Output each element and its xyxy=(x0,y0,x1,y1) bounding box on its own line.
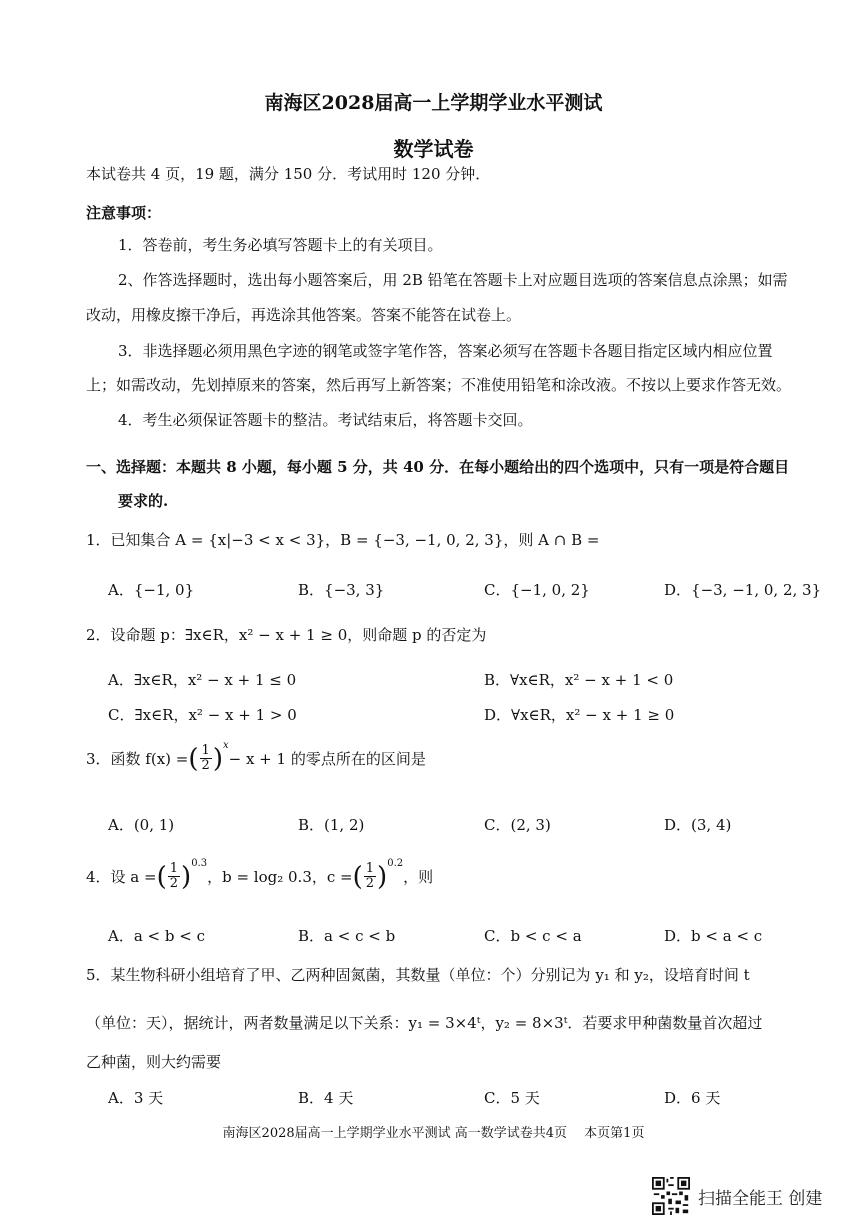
question-1-option-d: D．{−3, −1, 0, 2, 3} xyxy=(664,581,822,599)
fraction-one-half-a xyxy=(168,862,180,891)
paren-left: ( xyxy=(156,861,167,892)
notice-item-3-line-1: 3．非选择题必须用黑色字迹的钢笔或签字笔作答，答案必须写在答题卡各题目指定区域内相应位置 xyxy=(118,342,773,360)
exam-subtitle: 数学试卷 xyxy=(393,137,474,161)
question-5-line-1: 5．某生物科研小组培育了甲、乙两种固氮菌，其数量（单位：个）分别记为 y₁ 和 y₂，设培育时间 t xyxy=(86,966,750,984)
fraction-one-half xyxy=(200,744,212,773)
question-4-option-a: A．a < b < c xyxy=(108,927,205,945)
exam-title: 南海区2028届高一上学期学业水平测试 xyxy=(264,92,603,114)
fraction-one-half-c xyxy=(364,862,376,891)
question-5-option-b: B．4 天 xyxy=(298,1089,354,1107)
exponent-x: x xyxy=(222,739,229,751)
notice-item-2-line-1: 2、作答选择题时，选出每小题答案后，用 2B 铅笔在答题卡上对应题目选项的答案信息点涂黑；如需 xyxy=(118,271,788,289)
exponent-c: 0.2 xyxy=(387,857,404,869)
question-3-option-c: C．(2, 3) xyxy=(484,816,551,834)
question-4-option-d: D．b < a < c xyxy=(664,927,763,945)
question-3-option-b: B．(1, 2) xyxy=(298,816,365,834)
exponent-a: 0.3 xyxy=(191,857,208,869)
question-4-option-b: B．a < c < b xyxy=(298,927,396,945)
question-2-option-a: A．∃x∈R，x² − x + 1 ≤ 0 xyxy=(108,671,297,689)
question-1-option-b: B．{−3, 3} xyxy=(298,581,385,599)
question-2-option-d: D．∀x∈R，x² − x + 1 ≥ 0 xyxy=(484,706,675,724)
question-2-option-c: C．∃x∈R，x² − x + 1 > 0 xyxy=(108,706,297,724)
fraction-denominator: 2 xyxy=(365,876,375,891)
fraction-denominator: 2 xyxy=(201,758,210,773)
fraction-numerator: 1 xyxy=(169,861,179,876)
paren-right: ) xyxy=(377,861,388,892)
exam-info: 本试卷共 4 页，19 题，满分 150 分．考试用时 120 分钟． xyxy=(86,165,491,183)
question-5-line-2: （单位：天），据统计，两者数量满足以下关系：y₁ = 3×4ᵗ，y₂ = 8×3ᵗ．若要求甲种菌数量首次超过 xyxy=(86,1014,763,1032)
question-3-option-d: D．(3, 4) xyxy=(664,816,732,834)
notice-item-2-line-2: 改动，用橡皮擦干净后，再选涂其他答案。答案不能答在试卷上。 xyxy=(86,306,522,324)
section-heading-line-2: 要求的. xyxy=(118,492,169,510)
fraction-numerator: 1 xyxy=(201,743,210,758)
question-4-post: ，则 xyxy=(403,867,434,886)
qr-code-icon xyxy=(652,1177,690,1215)
question-4-stem xyxy=(86,857,434,892)
notice-item-3-line-2: 上；如需改动，先划掉原来的答案，然后再写上新答案；不准使用铅笔和涂改液。不按以上要求作答无效。 xyxy=(86,376,792,394)
scanner-watermark xyxy=(652,1176,822,1216)
question-3-stem xyxy=(86,739,426,774)
question-2-option-b: B．∀x∈R，x² − x + 1 < 0 xyxy=(484,671,674,689)
question-4-mid: ，b = log₂ 0.3，c = xyxy=(207,867,353,886)
notice-item-1: 1．答卷前，考生务必填写答题卡上的有关项目。 xyxy=(118,236,443,254)
section-heading-line-1: 一、选择题：本题共 8 小题，每小题 5 分，共 40 分．在每小题给出的四个选项中，只有一项是符合题目 xyxy=(86,458,790,476)
notice-item-4: 4．考生必须保证答题卡的整洁。考试结束后，将答题卡交回。 xyxy=(118,411,533,429)
question-1-stem: 1．已知集合 A = {x|−3 < x < 3}，B = {−3, −1, 0, 2, 3}，则 A ∩ B = xyxy=(86,531,600,549)
paren-right: ) xyxy=(212,743,223,774)
question-2-stem: 2．设命题 p：∃x∈R，x² − x + 1 ≥ 0，则命题 p 的否定为 xyxy=(86,626,487,644)
scanner-watermark-text: 扫描全能王 创建 xyxy=(698,1188,823,1209)
question-5-option-d: D．6 天 xyxy=(664,1089,721,1107)
question-4-option-c: C．b < c < a xyxy=(484,927,582,945)
paren-left: ( xyxy=(352,861,363,892)
notice-heading: 注意事项： xyxy=(86,204,162,222)
question-1-option-c: C．{−1, 0, 2} xyxy=(484,581,590,599)
question-3-stem-pre: 3．函数 f(x) = xyxy=(86,749,189,768)
question-3-option-a: A．(0, 1) xyxy=(108,816,175,834)
question-4-pre: 4．设 a = xyxy=(86,867,157,886)
question-5-option-a: A．3 天 xyxy=(108,1089,164,1107)
fraction-numerator: 1 xyxy=(365,861,375,876)
question-5-line-3: 乙种菌，则大约需要 xyxy=(86,1053,222,1071)
question-3-stem-post: − x + 1 的零点所在的区间是 xyxy=(228,749,426,768)
question-5-option-c: C．5 天 xyxy=(484,1089,540,1107)
question-1-option-a: A．{−1, 0} xyxy=(108,581,195,599)
paren-left: ( xyxy=(188,743,199,774)
paren-right: ) xyxy=(181,861,192,892)
page-footer: 南海区2028届高一上学期学业水平测试 高一数学试卷共4页 本页第1页 xyxy=(222,1126,645,1141)
fraction-denominator: 2 xyxy=(169,876,179,891)
